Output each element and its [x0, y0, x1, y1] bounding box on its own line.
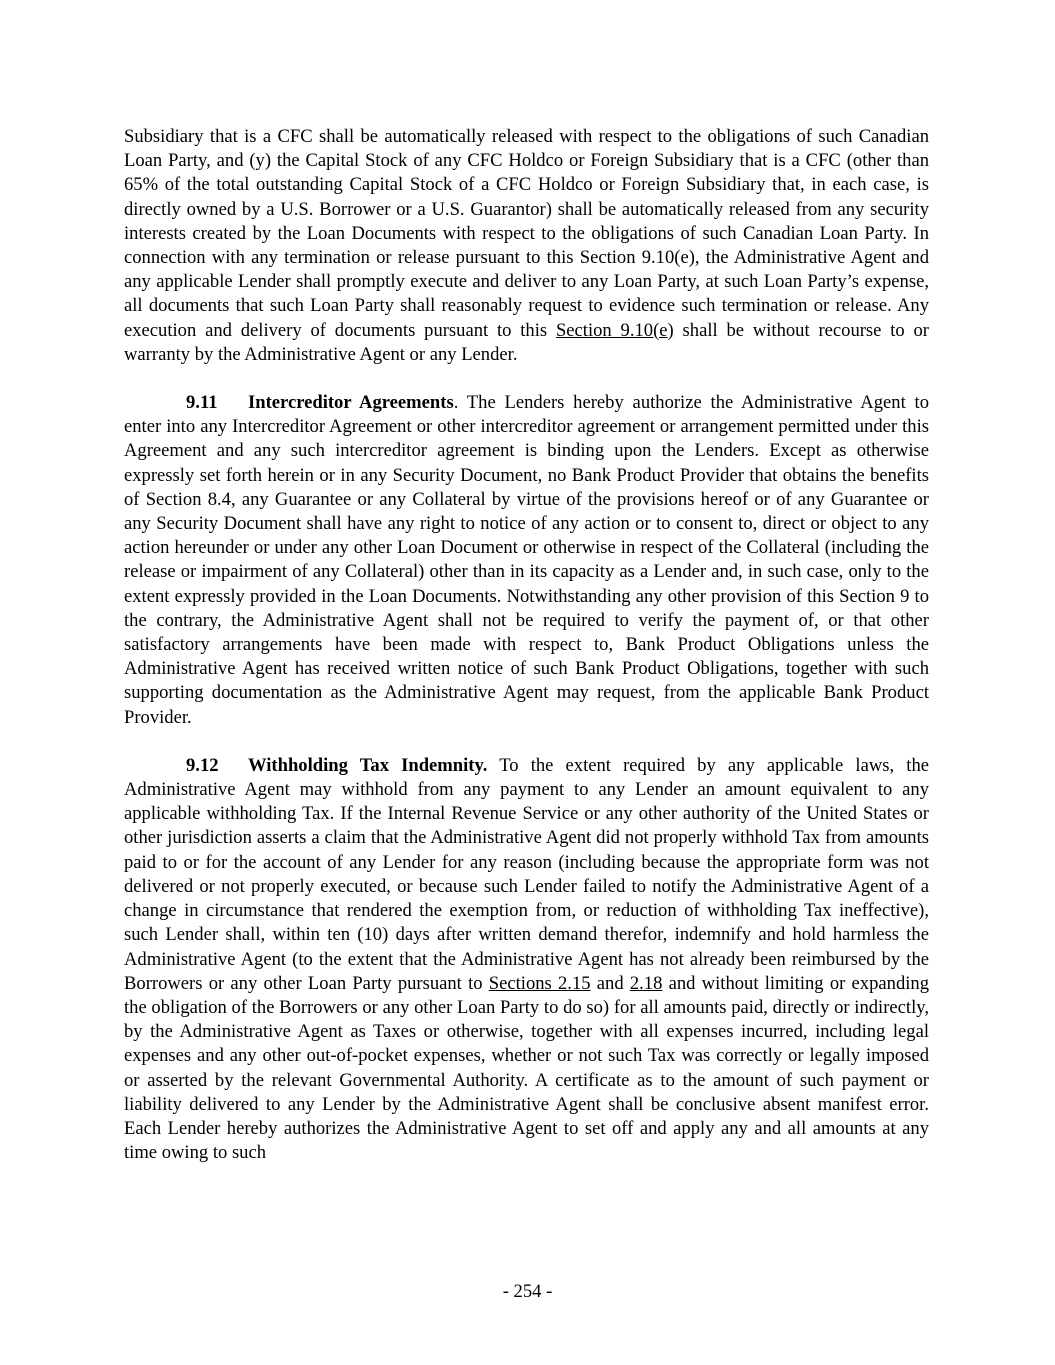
paragraph-section-9-11 — [124, 391, 929, 730]
paragraph-section-9-12 — [124, 754, 929, 1165]
paragraph-text: The Lenders hereby authorize the Administrative Agent to enter into any Intercreditor Agreement or other intercreditor agreement or arrangement permitted under this Agreement and any such intercreditor agreement is binding upon the Lenders. Except as otherwise expressly set forth herein or in any Security Document, no Bank Product Provider that obtains the benefits of Section 8.4, any Guarantee or any Collateral by virtue of the provisions hereof or of any Guarantee or any Security Document shall have any right to notice of any action or to consent to, direct or object to any action hereunder or under any other Loan Document or otherwise in respect of the Collateral (including the release or impairment of any Collateral) other than in its capacity as a Lender and, in such case, only to the extent expressly provided in the Loan Documents. Notwithstanding any other provision of this Section 9 to the contrary, the Administrative Agent shall not be required to verify the payment of, or that other satisfactory arrangements have been made with respect to, Bank Product Obligations unless the Administrative Agent has received written notice of such Bank Product Obligations, together with such supporting documentation as the Administrative Agent may request, from the applicable Bank Product Provider. — [124, 392, 929, 728]
paragraph-text: Subsidiary that is a CFC shall be automatically released with respect to the obligations of such Canadian Loan Party, and (y) the Capital Stock of any CFC Holdco or Foreign Subsidiary that is a CFC (other than 65% of the total outstanding Capital Stock of a CFC Holdco or Foreign Subsidiary that, in each case, is directly owned by a U.S. Borrower or a U.S. Guarantor) shall be automatically released from any security interests created by the Loan Documents with respect to the obligations of such Canadian Loan Party. In connection with any termination or release pursuant to this Section 9.10(e), the Administrative Agent and any applicable Lender shall promptly execute and deliver to any Loan Party, at such Loan Party’s expense, all documents that such Loan Party shall reasonably request to evidence such termination or release. Any execution and delivery of documents pursuant to this — [124, 126, 929, 341]
sections-2-15-reference: Sections 2.15 — [488, 972, 591, 994]
paragraph-text: shall be without recourse to or warranty by the Administrative Agent or any Lender. — [124, 319, 929, 365]
paragraph-text: and without limiting or expanding the obligation of the Borrowers or any other Loan Party to do so) for all amounts paid, directly or indirectly, by the Administrative Agent as Taxes or otherwise, together with all expenses incurred, including legal expenses and any other out-of-pocket expenses, whether or not such Tax was correctly or legally imposed or asserted by the relevant Governmental Authority. A certificate as to the amount of such payment or liability delivered to any Lender by the Administrative Agent shall be conclusive absent manifest error. Each Lender hereby authorizes the Administrative Agent to set off and apply any and all amounts at any time owing to such — [124, 972, 929, 1164]
section-number: 9.11 — [186, 392, 218, 414]
document-page — [124, 125, 929, 1189]
section-title: Intercreditor Agreements — [248, 392, 454, 414]
section-9-10e-reference: Section 9.10(e) — [555, 319, 674, 341]
paragraph-text: To the extent required by any applicable laws, the Administrative Agent may withhold from any payment to any Lender an amount equivalent to any applicable withholding Tax. If the Internal Revenue Service or any other authority of the United States or other jurisdiction asserts a claim that the Administrative Agent did not properly withhold Tax from amounts paid to or for the account of any Lender for any reason (including because the appropriate form was not delivered or not properly executed, or because such Lender failed to notify the Administrative Agent of a change in circumstance that rendered the exemption from, or reduction of withholding Tax ineffective), such Lender shall, within ten (10) days after written demand therefor, indemnify and hold harmless the Administrative Agent (to the extent that the Administrative Agent has not already been reimbursed by the Borrowers or any other Loan Party pursuant to — [124, 754, 929, 994]
page-number: - 254 - — [502, 1281, 553, 1302]
paragraph-text: and — [590, 972, 630, 994]
section-title-punctuation: . — [453, 392, 459, 414]
paragraph-section-9-10-continuation — [124, 125, 929, 367]
section-2-18-reference: 2.18 — [629, 972, 663, 994]
section-title: Withholding Tax Indemnity. — [248, 754, 488, 776]
section-number: 9.12 — [186, 754, 219, 776]
